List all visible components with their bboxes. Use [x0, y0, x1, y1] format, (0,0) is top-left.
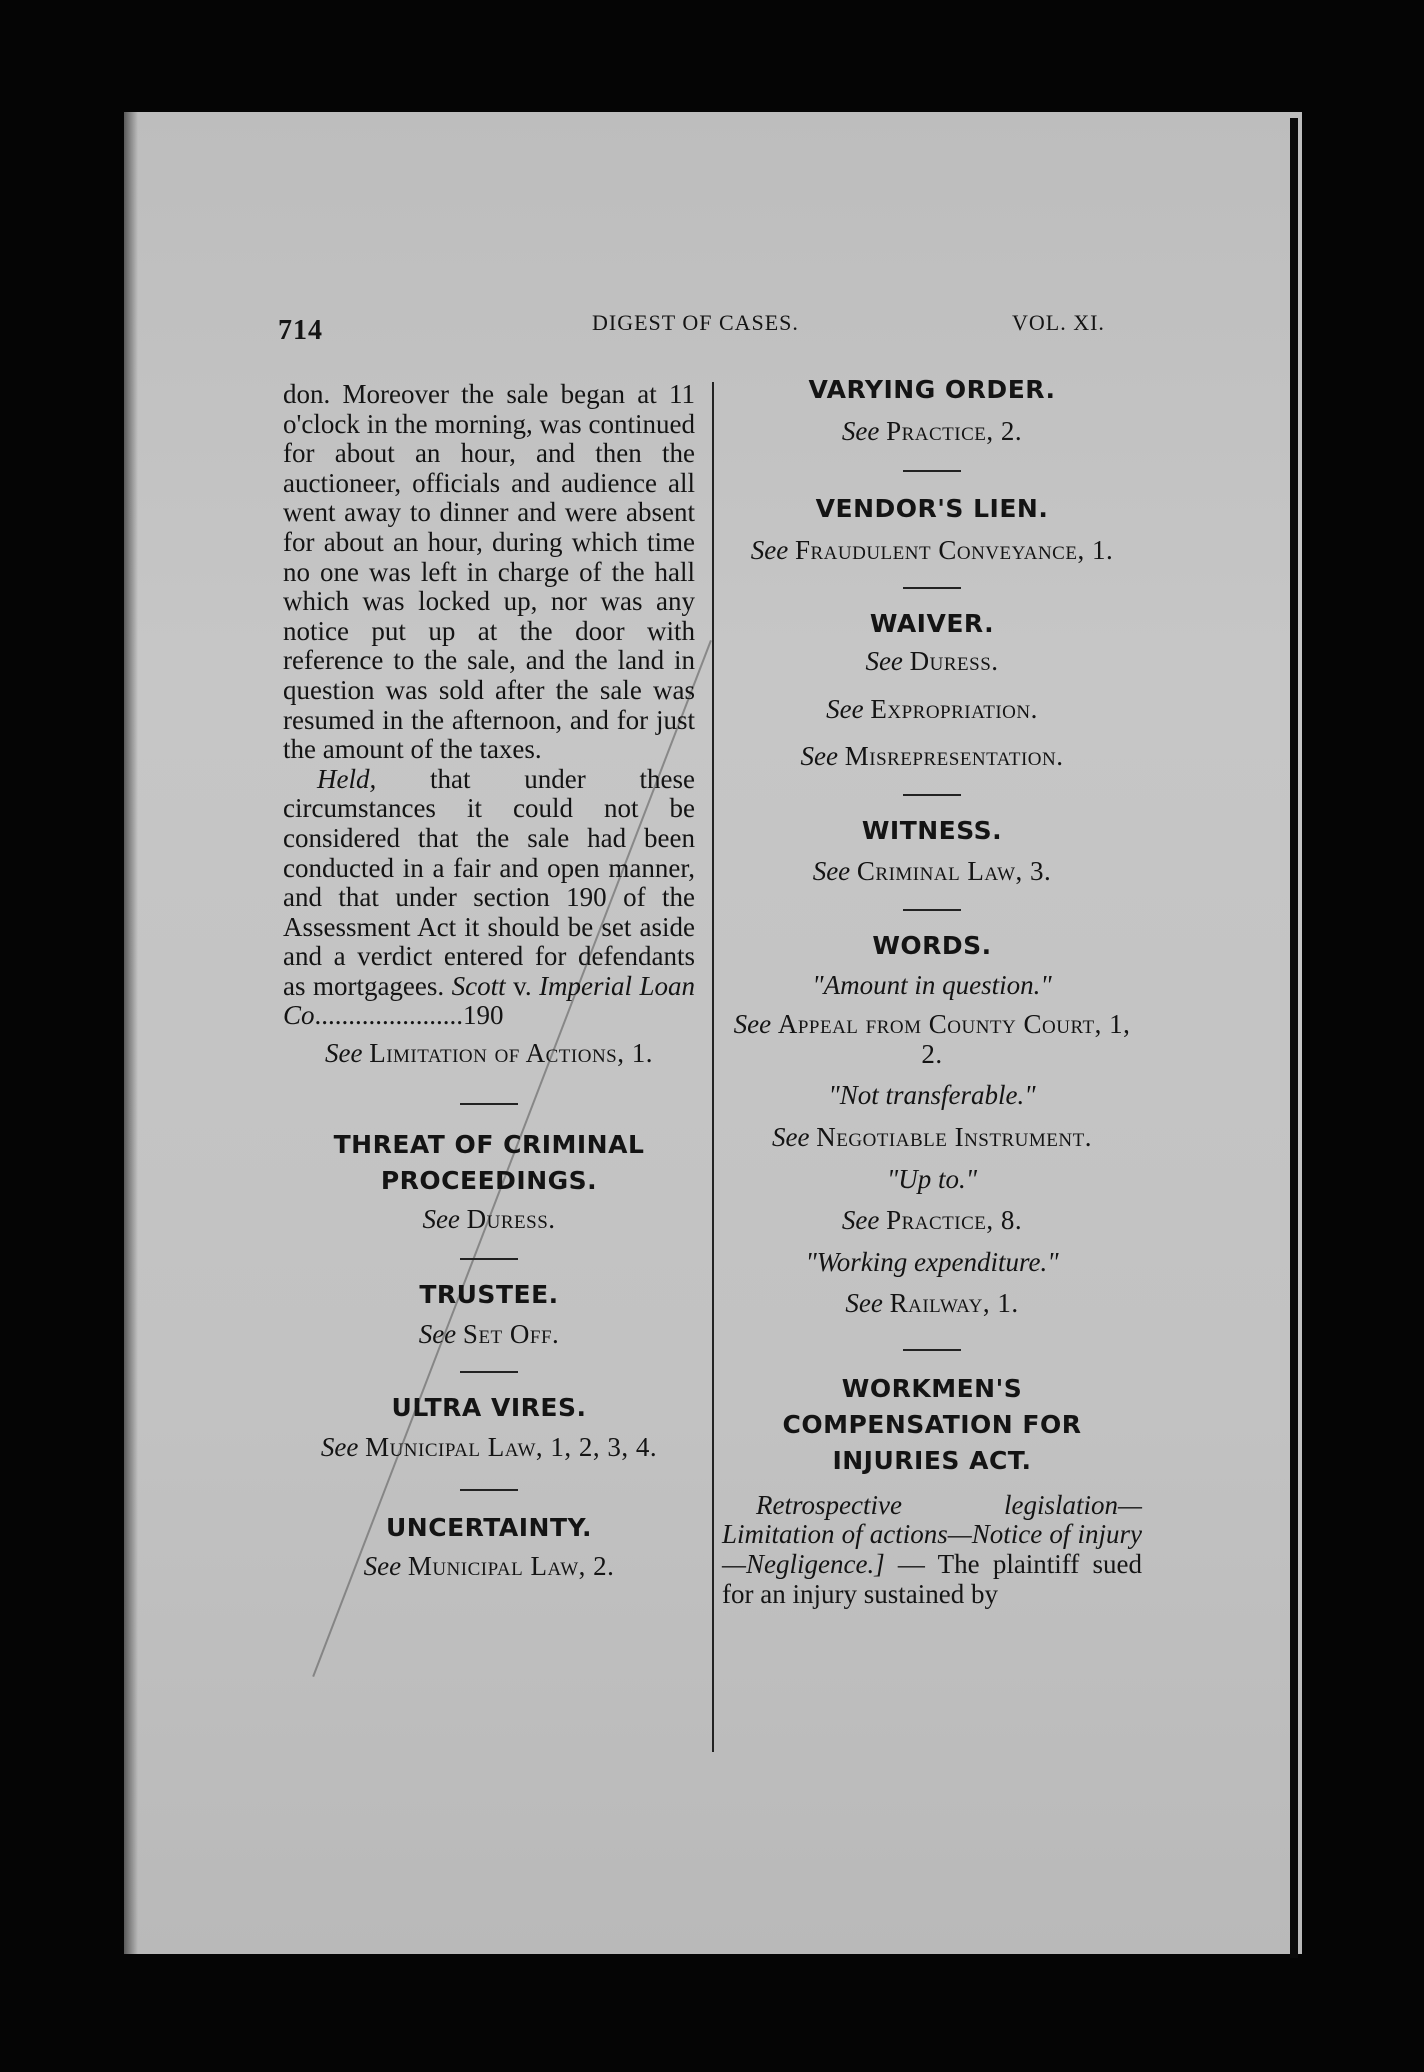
column-divider	[712, 382, 714, 1752]
page-edge-shadow	[124, 112, 138, 1954]
workmens-compensation-entry	[722, 1491, 1142, 1609]
case-party-1: Scott	[451, 970, 506, 1001]
running-title: DIGEST OF CASES.	[592, 310, 799, 335]
cross-reference-target: Misrepresentation.	[844, 741, 1064, 772]
page-number: 714	[278, 315, 323, 346]
cross-reference	[722, 857, 1142, 887]
cross-reference	[722, 695, 1142, 725]
heading-trustee: TRUSTEE.	[419, 1280, 559, 1310]
cross-reference-target: Municipal Law, 1, 2, 3, 4.	[365, 1432, 658, 1463]
cross-reference-target: Criminal Law, 3.	[856, 856, 1052, 887]
heading-workmens-compensation: WORKMEN'S COMPENSATION FOR INJURIES ACT.	[782, 1373, 1082, 1475]
cross-reference-target: Fraudulent Conveyance, 1.	[794, 534, 1114, 565]
case-party-2: Imperial Loan Co	[283, 970, 696, 1031]
cross-reference	[283, 1433, 695, 1463]
cross-reference-target: Appeal from County Court, 1, 2.	[777, 1009, 1131, 1069]
heading-waiver: WAIVER.	[869, 609, 995, 639]
see-word: See	[733, 1009, 772, 1040]
word-phrase: "Up to."	[886, 1163, 978, 1194]
cross-reference-target: Duress.	[909, 645, 999, 676]
cross-reference-target: Practice, 8.	[886, 1205, 1023, 1236]
cross-reference	[283, 1320, 695, 1350]
see-word: See	[812, 856, 851, 887]
cross-reference-target: Municipal Law, 2.	[407, 1551, 615, 1582]
heading-vendors-lien: VENDOR'S LIEN.	[815, 494, 1049, 524]
see-word: See	[750, 534, 789, 565]
heading-varying-order: VARYING ORDER.	[808, 375, 1056, 404]
see-word: See	[841, 415, 880, 446]
see-word: See	[826, 693, 864, 724]
heading-threat: THREAT OF CRIMINAL PROCEEDINGS.	[333, 1129, 645, 1195]
word-phrase: "Working expenditure."	[805, 1246, 1059, 1277]
cross-reference	[722, 1010, 1142, 1069]
cross-reference	[722, 1206, 1142, 1236]
see-word: See	[845, 1288, 883, 1319]
cross-reference	[722, 742, 1142, 772]
cross-reference-target: Expropriation.	[870, 693, 1038, 724]
volume-label: VOL. XI.	[1012, 310, 1105, 335]
held-text: that under these circumstances it could not be considered that the sale had been conducted in a fair and open manner, and that under section 190 of the Assessment Act it should be set aside and a verdict entered for defendants as mortgagees.	[283, 763, 695, 1001]
see-word: See	[800, 741, 838, 772]
binding-gutter-line	[1290, 118, 1298, 1958]
see-word: See	[320, 1432, 359, 1463]
cross-reference	[722, 536, 1142, 566]
see-word: See	[772, 1121, 810, 1152]
held-word: Held,	[317, 763, 377, 794]
leader-dots: ......................	[314, 1000, 464, 1031]
heading-words: WORDS.	[872, 930, 992, 960]
cross-reference-target: Practice, 2.	[886, 415, 1023, 446]
see-word: See	[865, 645, 903, 676]
case-versus: v.	[513, 970, 532, 1001]
heading-ultra-vires: ULTRA VIRES.	[391, 1393, 587, 1423]
cross-reference	[722, 647, 1142, 677]
see-word: See	[841, 1205, 880, 1236]
cross-reference	[722, 417, 1142, 447]
cross-reference	[283, 1205, 695, 1235]
left-column	[283, 380, 695, 1582]
case-page: 190	[463, 1000, 504, 1031]
continued-case-text: don. Moreover the sale began at 11 o'clock in the morning, was continued for about an hour, and then the auctioneer, officials and audience all went away to dinner and were absent for about an hour, during which time no one was left in charge of the hall which was locked up, nor was any notice put up at the door with reference to the sale, and the land in question was sold after the sale was resumed in the afternoon, and for just the amount of the taxes.	[283, 379, 695, 765]
see-word: See	[363, 1551, 402, 1582]
see-word: See	[418, 1318, 457, 1349]
held-paragraph	[283, 765, 695, 1031]
cross-reference-target: Duress.	[466, 1203, 556, 1234]
right-column	[722, 375, 1142, 1609]
cross-reference	[283, 1039, 695, 1069]
cross-reference-target: Negotiable Instrument.	[816, 1121, 1092, 1152]
entry-text: — The plaintiff sued for an injury sustained by	[722, 1549, 1142, 1609]
cross-reference	[283, 1552, 695, 1582]
word-phrase: "Not transferable."	[828, 1080, 1036, 1111]
see-word: See	[422, 1203, 460, 1234]
heading-uncertainty: UNCERTAINTY.	[386, 1512, 592, 1542]
cross-reference-target: Railway, 1.	[889, 1288, 1019, 1319]
entry-catchwords: Retrospective legislation—Limitation of actions—Notice of injury—Negligence.]	[722, 1489, 1142, 1580]
cross-reference	[722, 1289, 1142, 1319]
see-word: See	[325, 1038, 363, 1069]
heading-witness: WITNESS.	[861, 815, 1003, 845]
cross-reference-target: Limitation of Actions, 1.	[369, 1038, 653, 1069]
cross-reference-target: Set Off.	[462, 1318, 560, 1349]
cross-reference	[722, 1123, 1142, 1153]
word-phrase: "Amount in question."	[812, 969, 1052, 1000]
